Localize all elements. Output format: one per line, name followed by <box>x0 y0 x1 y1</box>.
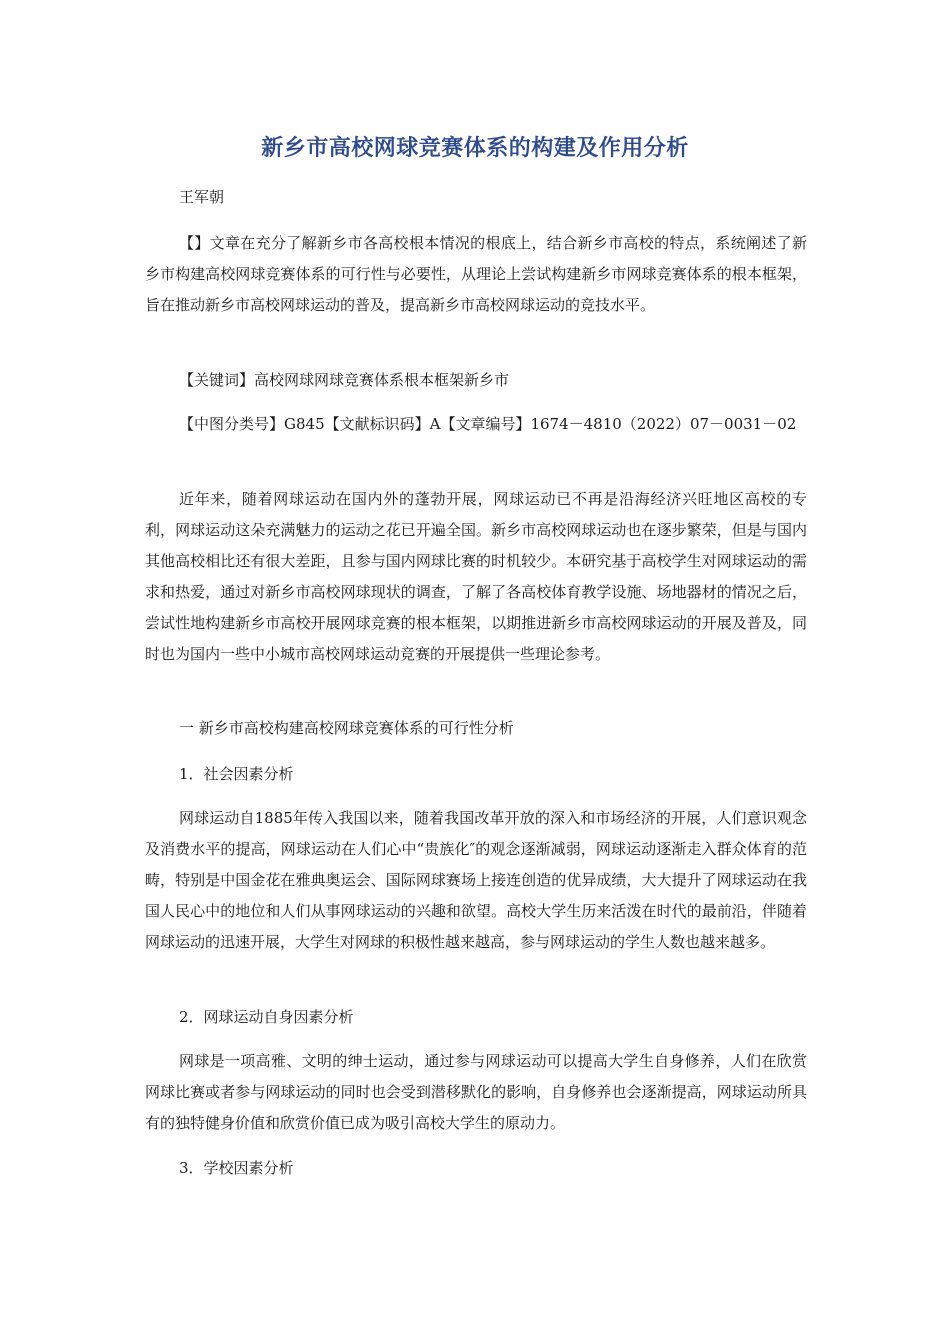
classification-line: 【中图分类号】G845【文献标识码】A【文章编号】1674－4810（2022）07－0031－02 <box>179 415 797 433</box>
intro-paragraph: 近年来，随着网球运动在国内外的蓬勃开展，网球运动已不再是沿海经济兴旺地区高校的专利，网球运动这朵充满魅力的运动之花已开遍全国。新乡市高校网球运动也在逐步繁荣，但是与国内其他高校相比还有很大差距，且参与国内网球比赛的时机较少。本研究基于高校学生对网球运动的需求和热爱，通过对新乡市高校网球现状的调查，了解了各高校体育教学设施、场地器材的情况之后，尝试性地构建新乡市高校开展网球竞赛的根本框架，以期推进新乡市高校网球运动的开展及普及，同时也为国内一些中小城市高校网球运动竞赛的开展提供一些理论参考。 <box>145 490 807 663</box>
subsection-1-paragraph: 网球运动自1885年传入我国以来，随着我国改革开放的深入和市场经济的开展，人们意识观念及消费水平的提高，网球运动在人们心中“贵族化″的观念逐渐减弱，网球运动逐渐走入群众体育的范畴，特别是中国金花在雅典奥运会、国际网球赛场上接连创造的优异成绩，大大提升了网球运动在我国人民心中的地位和人们从事网球运动的兴趣和欲望。高校大学生历来活泼在时代的最前沿，伴随着网球运动的迅速开展，大学生对网球的积极性越来越高，参与网球运动的学生人数也越来越多。 <box>145 809 807 951</box>
author-name: 王军朝 <box>179 188 225 206</box>
subsection-2-paragraph: 网球是一项高雅、文明的绅士运动，通过参与网球运动可以提高大学生自身修养，人们在欣赏网球比赛或者参与网球运动的同时也会受到潜移默化的影响，自身修养也会逐渐提高，网球运动所具有的独特健身价值和欣赏价值已成为吸引高校大学生的原动力。 <box>145 1052 807 1132</box>
section-heading-1: 一 新乡市高校构建高校网球竞赛体系的可行性分析 <box>179 719 514 737</box>
subsection-heading-3: 3．学校因素分析 <box>179 1159 294 1177</box>
keywords-line: 【关键词】高校网球网球竞赛体系根本框架新乡市 <box>179 371 510 389</box>
subsection-heading-1: 1．社会因素分析 <box>179 765 294 783</box>
abstract-paragraph: 【】文章在充分了解新乡市各高校根本情况的根底上，结合新乡市高校的特点，系统阐述了新乡市构建高校网球竞赛体系的可行性与必要性，从理论上尝试构建新乡市网球竞赛体系的根本框架，旨在推动新乡市高校网球运动的普及，提高新乡市高校网球运动的竞技水平。 <box>145 234 807 314</box>
article-title: 新乡市高校网球竞赛体系的构建及作用分析 <box>261 136 689 161</box>
subsection-heading-2: 2．网球运动自身因素分析 <box>179 1008 354 1026</box>
